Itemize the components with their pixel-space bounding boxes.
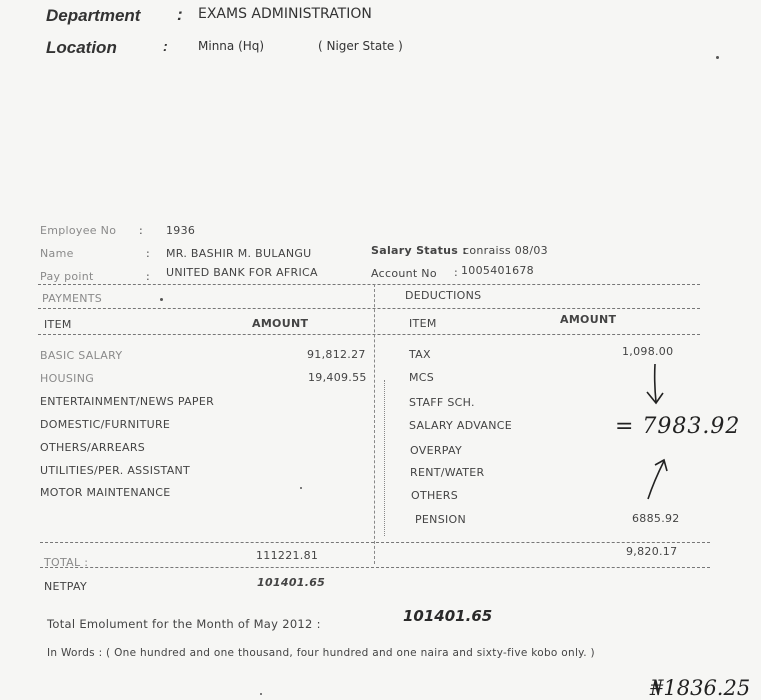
payment-item-amount: 91,812.27 bbox=[307, 348, 366, 361]
rule-totals-top bbox=[40, 542, 710, 543]
down-arrow-annotation bbox=[640, 362, 670, 408]
account-value: 1005401678 bbox=[461, 264, 534, 277]
employee-no-label: Employee No bbox=[40, 224, 117, 237]
salary-status-label: Salary Status : bbox=[371, 244, 467, 257]
speck bbox=[260, 693, 262, 695]
deduction-item-label: RENT/WATER bbox=[410, 466, 485, 479]
total-label: TOTAL : bbox=[44, 556, 89, 569]
payments-title: PAYMENTS bbox=[42, 292, 103, 305]
name-label: Name bbox=[40, 247, 74, 260]
deduction-item-label: TAX bbox=[409, 348, 431, 361]
deduction-item-amount: 1,098.00 bbox=[622, 345, 674, 358]
payment-item-label: ENTERTAINMENT/NEWS PAPER bbox=[40, 395, 215, 408]
deduction-item-label: STAFF SCH. bbox=[409, 396, 475, 409]
rule-headers bbox=[38, 334, 700, 335]
name-value: MR. BASHIR M. BULANGU bbox=[166, 247, 312, 260]
emolument-label: Total Emolument for the Month of May 2012 : bbox=[47, 617, 321, 631]
location-label: Location bbox=[46, 38, 117, 57]
total-deductions-value: 9,820.17 bbox=[626, 545, 678, 558]
deduction-item-label: PENSION bbox=[415, 513, 467, 526]
deduction-item-amount: 6885.92 bbox=[632, 512, 680, 525]
deduction-item-label: MCS bbox=[409, 371, 435, 384]
up-arrow-annotation bbox=[640, 455, 674, 501]
salary-status-value: conraiss 08/03 bbox=[463, 244, 548, 257]
payment-item-label: MOTOR MAINTENANCE bbox=[40, 486, 171, 499]
paypoint-label: Pay point bbox=[40, 270, 94, 283]
emolument-value: 101401.65 bbox=[403, 607, 493, 625]
name-colon: : bbox=[146, 247, 151, 260]
department-value: EXAMS ADMINISTRATION bbox=[198, 6, 372, 22]
payment-item-label: UTILITIES/PER. ASSISTANT bbox=[40, 464, 191, 477]
location-state: ( Niger State ) bbox=[318, 39, 403, 53]
total-payments-value: 111221.81 bbox=[256, 549, 319, 562]
department-colon: : bbox=[177, 5, 183, 24]
amount-in-words: In Words : ( One hundred and one thousand, four hundred and one naira and sixty-five kobo only. ) bbox=[47, 647, 595, 659]
deductions-title: DEDUCTIONS bbox=[405, 289, 482, 302]
speck bbox=[716, 56, 719, 59]
handwritten-bottom: ₦1836.25 bbox=[650, 676, 751, 700]
paypoint-colon: : bbox=[146, 270, 151, 283]
handwritten-note: = 7983.92 bbox=[615, 414, 741, 439]
payment-item-label: DOMESTIC/FURNITURE bbox=[40, 418, 171, 431]
payment-item-label: BASIC SALARY bbox=[40, 349, 123, 362]
location-colon: : bbox=[163, 38, 168, 54]
employee-no-colon: : bbox=[139, 224, 144, 237]
deductions-amount-header: AMOUNT bbox=[560, 313, 617, 326]
speck bbox=[300, 487, 302, 489]
payment-item-label: OTHERS/ARREARS bbox=[40, 441, 146, 454]
speck bbox=[160, 298, 163, 301]
department-label: Department bbox=[46, 6, 141, 25]
employee-no-value: 1936 bbox=[166, 224, 196, 237]
rule-sections bbox=[38, 308, 700, 309]
rule-totals-bottom bbox=[40, 567, 710, 568]
paypoint-value: UNITED BANK FOR AFRICA bbox=[166, 266, 318, 279]
payments-item-header: ITEM bbox=[44, 318, 72, 331]
account-colon: : bbox=[454, 266, 459, 279]
deductions-item-header: ITEM bbox=[409, 317, 437, 330]
location-value: Minna (Hq) bbox=[198, 39, 265, 53]
account-label: Account No bbox=[371, 267, 437, 280]
netpay-value: 101401.65 bbox=[257, 576, 326, 589]
rule-top bbox=[38, 284, 700, 285]
column-divider-2 bbox=[384, 380, 385, 536]
deduction-item-label: OTHERS bbox=[411, 489, 459, 502]
payments-amount-header: AMOUNT bbox=[252, 317, 309, 330]
column-divider bbox=[374, 284, 375, 564]
netpay-label: NETPAY bbox=[44, 580, 88, 593]
payment-item-amount: 19,409.55 bbox=[308, 371, 367, 384]
deduction-item-label: SALARY ADVANCE bbox=[409, 419, 512, 432]
deduction-item-label: OVERPAY bbox=[410, 444, 463, 457]
payment-item-label: HOUSING bbox=[40, 372, 95, 385]
